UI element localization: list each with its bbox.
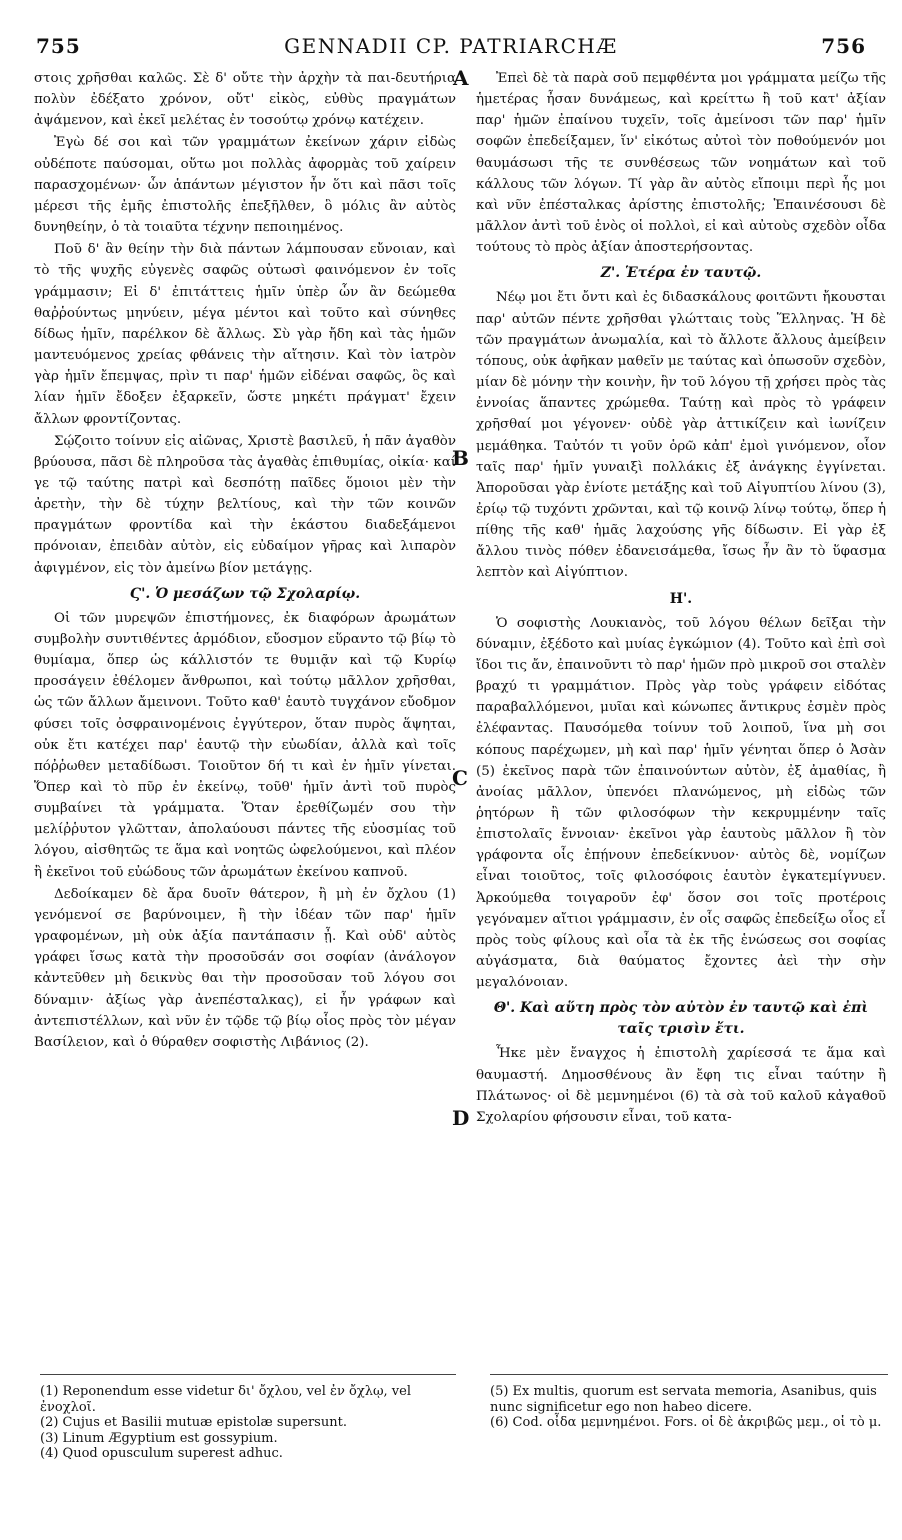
paragraph: Ἧκε μὲν ἔναγχος ἡ ἐπιστολὴ χαρίεσσά τε ἅμα καὶ θαυμαστή. Δημοσθένους ἂν ἔφη τις εἶναι ταύτην ἢ Πλάτωνος· οἱ δὲ μεμνημένοι (6) τὰ σὰ τοῦ καλοῦ κἀγαθοῦ Σχολαρίου φήσουσιν εἶναι, τοῦ κατα- (476, 1046, 886, 1125)
letter-heading: Θ'. Καὶ αὕτη πρὸς τὸν αὐτὸν ἐν ταυτῷ καὶ ἐπὶ ταῖς τρισὶν ἔτι. (493, 1000, 869, 1038)
margin-letter-c: C (452, 766, 468, 790)
paragraph: Ἐγὼ δέ σοι καὶ τῶν γραμμάτων ἐκείνων χάριν εἰδὼς οὐδέποτε παύσομαι, οὕτω μοι πολλὰς ἀφορμὰς τοῦ χαίρειν παρασχομένων· ὧν ἁπάντων μέγιστον ἦν ὅτι καὶ πᾶσι τοῖς μέρεσι τῆς ἐμῆς ἐπιστολῆς ἐπεξῆλθεν, ὃ μόλις ἂν αὐτὸς δυνηθείην, ὁ τὰ τοιαῦτα τέχνην πεποιημένος. (34, 135, 456, 236)
letter-heading: Ϛ'. Ὁ μεσάζων τῷ Σχολαρίῳ. (129, 585, 361, 602)
paragraph: Ὁ σοφιστὴς Λουκιανὸς, τοῦ λόγου θέλων δεῖξαι τὴν δύναμιν, ἐξέδοτο καὶ μυίας ἐγκώμιον (4). Τοῦτο καὶ ἐπὶ σοὶ ἴδοι τις ἄν, ἐπαινοῦντι τὸ παρ' ἡμῶν πρὸ μικροῦ σοι σταλὲν βραχύ τι γραμμάτιον. Πρὸς γὰρ τοὺς γράφειν εἰδότας παραβαλλόμενοι, μυῖαι καὶ κώνωπες ἄντικρυς ἐσμὲν πρὸς ἐλέφαντας. Παυσόμεθα τοίνυν τοῦ λοιποῦ, ἵνα μὴ σοι κόπους παρέχωμεν, μὴ καὶ παρ' ἡμῖν γένηται ὅπερ ὁ Ἀσὰν (5) ἐκεῖνος παρὰ τῶν ἐπαινούντων αὐτὸν, ἐξ ἀμαθίας, ἢ ἀνοίας μᾶλλον, ὑπενόει πλανώμενος, μὴ εἰδὼς τῶν ῥητόρων ἢ τῶν φιλοσόφων τὴν κεκρυμμένην ταῖς ἐπιστολαῖς ἔννοιαν· ἐκεῖνοι γὰρ ἑαυτοὺς μᾶλλον ἢ τὸν γράφοντα οἷς ἐπῄνουν ἐπεδείκνυον· αὐτὸς δὲ, νομίζων εἶναι τοιοῦτος, τοῖς φιλοσόφοις ἑαυτὸν ἐγκατεμίγνυεν. Ἀρκούμεθα τοιγαροῦν ἐφ' ὅσον σοι τοῖς προτέροις γεγόναμεν αἴτιοι γράμμασιν, ἐν οἷς σαφῶς ἐπεδείξω οἷος εἶ πρὸς τοὺς φίλους καὶ οἷα τὰ ἐκ τῆς ἑνώσεως σοι σοφίας αὐγάσματα, διὰ θαύματος ἔχοντες ἀεὶ τὴν σὴν μεγαλόνοιαν. (476, 615, 886, 991)
right-page-number: 756 (821, 34, 866, 58)
left-column (34, 68, 456, 1054)
footnote: (6) Cod. οἶδα μεμνημένοι. Fors. οἱ δὲ ἀκριβῶς μεμ., οἱ τὸ μ. (490, 1415, 882, 1430)
footnote-rule-right (490, 1374, 888, 1375)
paragraph: Ποῦ δ' ἂν θείην τὴν διὰ πάντων λάμπουσαν εὔνοιαν, καὶ τὸ τῆς ψυχῆς εὐγενὲς σαφῶς οὑτωσὶ φαινόμενον ἐν τοῖς γράμμασιν; Εἰ δ' ἐπιτάττεις ἡμῖν ὑπὲρ ὧν ἂν δεώμεθα θαῤῥούντως μηνύειν, μέγα μέντοι καὶ τοῦτο καὶ σύνηθες δίδως ἡμῖν, παρέλκον δὲ ἄλλως. Σὺ γὰρ ἤδη καὶ τὰς ἡμῶν μαντευόμενος χρείας φθάνεις τὴν αἴτησιν. Καὶ τὸν ἰατρὸν γὰρ ἡμῖν ἔπεμψας, πρὶν τι παρ' ἡμῶν εἰδέναι σαφῶς, ὃς καὶ λίαν ἡμῖν ἔδοξεν ἐξαρκεῖν, ὥστε μηκέτι πράγματ' ἔχειν ἄλλων φροντίζοντας. (34, 242, 456, 427)
paragraph: στοις χρῆσθαι καλῶς. Σὲ δ' οὔτε τὴν ἀρχὴν τὰ παι-δευτήρια πολὺν ἐδέξατο χρόνον, οὔτ' εἰκὸς, εὐθὺς πραγμάτων ἀψάμενον, καὶ ἐκεῖ μελέτας ἐν τοσούτῳ χρόνῳ κατέχειν. (34, 71, 456, 129)
margin-letter-a: A (453, 66, 469, 90)
margin-letter-b: B (452, 446, 469, 470)
letter-heading: Ζ'. Ἑτέρα ἐν ταυτῷ. (600, 265, 762, 282)
paragraph: Ἐπεὶ δὲ τὰ παρὰ σοῦ πεμφθέντα μοι γράμματα μείζω τῆς ἡμετέρας ἦσαν δυνάμεως, καὶ κρείττω ἢ τοῦ κατ' ἀξίαν παρ' ἡμῶν ἐπαίνου τυχεῖν, τοῖς ἀμείνοσι τῶν παρ' ἡμῖν σοφῶν ἐπεδείξαμεν, ἵν' εἰκότως αὐτοὶ τὸν ποθούμενόν μοι θαυμάσωσι τῆς τε συνθέσεως τῶν νοημάτων καὶ τοῦ κάλλους τῶν λόγων. Τί γὰρ ἂν αὐτὸς εἴποιμι περὶ ἧς μοι καὶ νῦν ἐπέσταλκας ἀρίστης ἐπιστολῆς; Ἐπαινέσουσι δὲ μᾶλλον ἀντὶ τοῦ ἑνὸς οἱ πολλοὶ, εἰ καὶ αὐτοὺς σχεδὸν οἶδα τούτους τὸ πρὸς ἀξίαν ἀποστερήσοντας. (476, 71, 886, 256)
footnotes-left (40, 1384, 456, 1462)
paragraph: Σῴζοιτο τοίνυν εἰς αἰῶνας, Χριστὲ βασιλεῦ, ἡ πᾶν ἀγαθὸν βρύουσα, πᾶσι δὲ πληροῦσα τὰς ἀγαθὰς ἐπιθυμίας, οἰκία· καί γε τῷ ταύτης πατρὶ καὶ δεσπότῃ παῖδες ὅμοιοι μὲν τὴν ἀρετὴν, τὴν δὲ τύχην βελτίους, καὶ τὴν τῶν κοινῶν πραγμάτων φροντίδα καὶ τὴν ἑκάστου διαδεξάμενοι πρόνοιαν, ἐπειδὰν αὐτὸν, εἰς εὐδαίμον γῆρας καὶ λιπαρὸν ἀφιγμένον, εἰς τὸν ἀμείνω βίον μετάγῃς. (34, 433, 456, 576)
letter-heading: Η'. (669, 590, 693, 607)
paragraph: Οἱ τῶν μυρεψῶν ἐπιστήμονες, ἐκ διαφόρων ἀρωμάτων συμβολὴν συντιθέντες ἁρμόδιον, εὔοσμον εὕραντο τῷ βίῳ τὸ θυμίαμα, ὅπερ ὡς κάλλιστόν τε θυμιᾷν καὶ τῷ Κυρίῳ προσάγειν ἐθέλομεν ἄνθρωποι, καὶ τούτῳ μᾶλλον χρῆσθαι, ὡς τῶν ἄλλων ἄμεινονι. Τοῦτο καθ' ἑαυτὸ τυγχάνον εὔοδμον φύσει τοῖς ὀσφραινομένοις ἐγγύτερον, ὅταν πυρὸς ἅψηται, οὐκ ἔτι κατέχει παρ' ἑαυτῷ τὴν εὐωδίαν, ἀλλὰ καὶ τοῖς πόῤῥωθεν μεταδίδωσι. Τοιοῦτον δή τι καὶ ἐν ἡμῖν γίνεται. Ὅπερ καὶ τὸ πῦρ ἐν ἐκείνῳ, τοῦθ' ἡμῖν ἀντὶ τοῦ πυρὸς συμβαίνει τὰ γράμματα. Ὅταν ἐρεθίζωμέν σου τὴν μελίῤῥυτον γλῶτταν, ἀπολαύουσι πάντες τῆς εὐοσμίας τοῦ λόγου, αἰσθητῶς τε ἅμα καὶ νοητῶς ὠφελούμενοι, καὶ πλέον ἢ ἐκεῖνοι τοῦ εὐώδους τῶν ἀρωμάτων ἐκείνου καπνοῦ. (34, 610, 456, 880)
footnote: (3) Linum Ægyptium est gossypium. (40, 1430, 278, 1446)
footnote: (5) Ex multis, quorum est servata memoria, Asanibus, quis nunc significetur ego non habeo dicere. (490, 1384, 877, 1415)
right-column (476, 68, 886, 1129)
footnote: (4) Quod opusculum superest adhuc. (40, 1446, 283, 1461)
footnote: (2) Cujus et Basilii mutuæ epistolæ supersunt. (40, 1415, 347, 1430)
paragraph: Δεδοίκαμεν δὲ ἄρα δυοῖν θάτερον, ἢ μὴ ἐν ὄχλου (1) γενόμενοί σε βαρύνοιμεν, ἢ τὴν ἰδέαν τῶν παρ' ἡμῖν γραφομένων, μὴ οὐκ ἀξία παντάπασιν ᾖ. Καὶ οὐδ' αὐτὸς γράφει ἴσως κατὰ τὴν προσοῦσάν σοι σοφίαν (ἀνάλογον κἀντεῦθεν μὴ δεικνὺς θαι τὴν προσοῦσαν τοῦ λόγου σοι δύναμιν· ἀξίως γὰρ ἀνεπέσταλκας), εἰ ἦν γράφων καὶ ἀντεπιστέλλων, καὶ νῦν ἐν τῷδε τῷ βίῳ οἷος πρὸς τὸν μέγαν Βασίλειον, καὶ ὁ θύραθεν σοφιστὴς Λιβάνιος (2). (34, 886, 456, 1050)
running-title: GENNADII CP. PATRIARCHÆ (284, 34, 618, 58)
footnote: (1) Reponendum esse videtur δι' ὄχλου, vel ἐν ὄχλῳ, vel ἐνοχλοῖ. (40, 1384, 412, 1415)
left-page-number: 755 (36, 34, 81, 58)
footnotes-right (490, 1384, 888, 1431)
page-header (36, 34, 866, 64)
paragraph: Νέῳ μοι ἔτι ὄντι καὶ ἐς διδασκάλους φοιτῶντι ἤκουσται παρ' αὐτῶν πέντε χρῆσθαι γλώτταις τοὺς Ἕλληνας. Ἡ δὲ τῶν πραγμάτων ἀνωμαλία, καὶ τὸ ἄλλοτε ἄλλους ἀμείβειν τόπους, οὐκ ἀφῆκαν μαθεῖν με ταύτας καὶ ὁπωσοῦν σχεδὸν, μίαν δὲ μόνην τὴν κοινὴν, ἣν τοῦ λόγου τῇ χρήσει πρὸς τὰς ἐννοίας ἅπαντες χρώμεθα. Ταύτῃ καὶ πρὸς τὸ γράφειν χρῆσθαί μοι γέγονεν· οὐδὲ γὰρ ἀττικίζειν καὶ ἰωνίζειν μεμάθηκα. Ταὐτόν τι γοῦν ὁρῶ κἀπ' ἐμοὶ γινόμενον, οἷον ταῖς παρ' ἡμῖν γυναιξὶ πολλάκις ἐξ ἀνάγκης ἐγγίνεται. Ἀποροῦσαι γὰρ ἐνίοτε μετάξης καὶ τοῦ Αἰγυπτίου λίνου (3), ἐρίῳ τῷ τυχόντι χρῶνται, καὶ τῷ κοινῷ λίνῳ τούτῳ, ὅπερ ἡ πίθης τῆς καθ' ἡμᾶς λαχούσης γῆς δίδωσιν. Εἰ γὰρ ἐξ ἄλλου τινὸς πόθεν ἐδανεισάμεθα, ἴσως ἦν ἂν τὸ ὕφασμα λεπτὸν καὶ Αἰγύπτιον. (476, 290, 886, 581)
footnote-rule-left (40, 1374, 456, 1375)
margin-letter-d: D (452, 1106, 470, 1130)
